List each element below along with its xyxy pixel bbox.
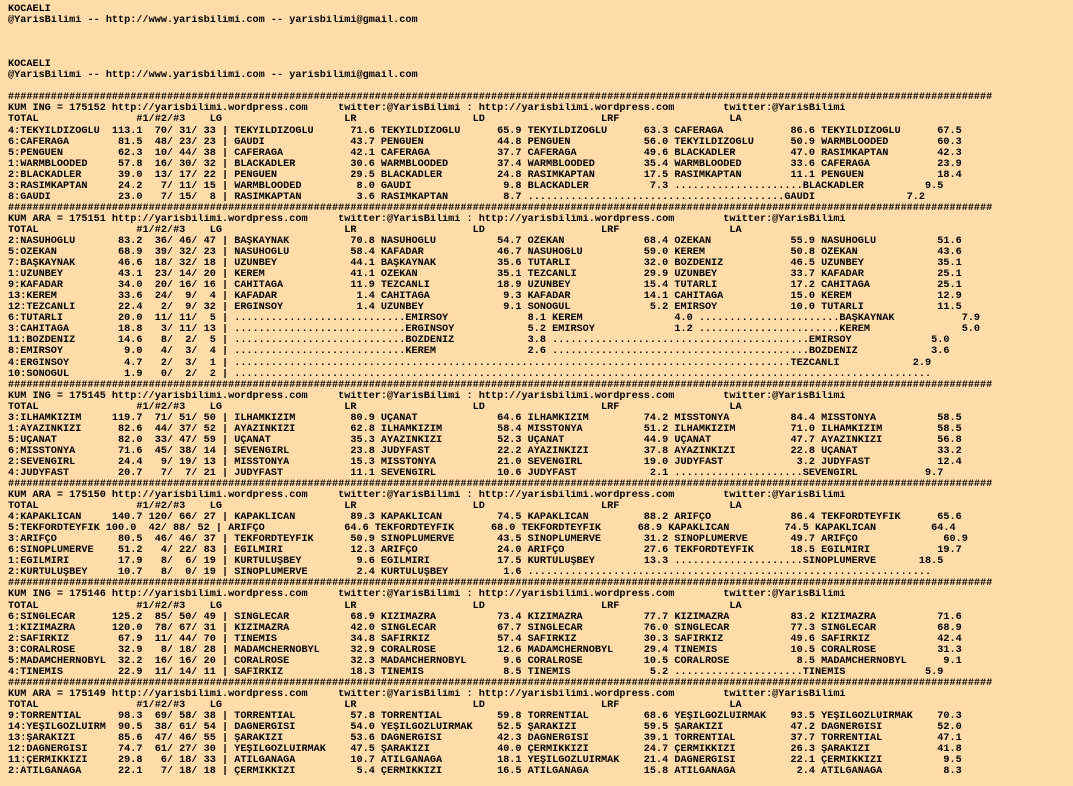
column-header-line: TOTAL #1/#2/#3 LG LR LD LRF LA: [8, 501, 742, 513]
column-header-line: TOTAL #1/#2/#3 LG LR LD LRF LA: [8, 600, 742, 612]
result-row: 4:ERGİNSOY 4.7 2/ 3/ 1 | ...........................................................................................TEZCANLI 2.9: [8, 357, 932, 369]
result-row: 2:BLACKADLER 39.0 13/ 17/ 22 | PENGUEN 29.5 BLACKADLER 24.8 RASİMKAPTAN 17.5 RASİMKAPTAN 11.1 PENGUEN 18.4: [8, 169, 962, 181]
result-row: 6:MISSTONYA 71.6 45/ 38/ 14 | SEVENGIRL 23.8 JUDYFAST 22.2 AYAZINKIZI 37.8 AYAZINKIZI 22.8 UÇANAT 33.2: [8, 445, 962, 457]
blank-line: [8, 81, 992, 92]
result-row: 3:RASİMKAPTAN 24.2 7/ 11/ 15 | WARMBLOODED 8.0 GAUDİ 9.8 BLACKADLER 7.3 .....................BLACKADLER 9.5: [8, 180, 944, 192]
result-row: 11:ÇERMİKKIZI 29.8 6/ 18/ 33 | ATİLGANAĞA 10.7 ATİLGANAĞA 18.1 YEŞİLGÖZLÜIRMAK 21.4 DAĞNERGİSİ 22.1 ÇERMİKKIZI 9.5: [8, 755, 962, 767]
result-row: 12:DAĞNERGİSİ 74.7 61/ 27/ 30 | YEŞİLGÖZLÜIRMAK 47.5 ŞARAKIZI 40.0 ÇERMİKKIZI 24.7 ÇERMİKKIZI 26.3 ŞARAKIZI 41.8: [8, 744, 962, 756]
blank-line: [8, 48, 992, 59]
result-row: 9:KAFADAR 34.0 20/ 16/ 16 | CAHİTAĞA 11.9 TEZCANLI 18.9 UZUNBEY 15.4 TUTARLI 17.2 CAHİTAĞA 25.1: [8, 280, 962, 292]
result-row: 2:NASUHOĞLU 83.2 36/ 46/ 47 | BAŞKAYNAK 70.8 NASUHOĞLU 54.7 ÖZEKAN 68.4 ÖZEKAN 55.9 NASUHOĞLU 51.6: [8, 235, 962, 247]
result-row: 2:SEVENGIRL 24.4 9/ 19/ 13 | MISSTONYA 15.3 MISSTONYA 21.0 SEVENGIRL 19.0 JUDYFAST 3.2 JUDYFAST 12.4: [8, 456, 962, 468]
result-row: 1:KIZIMAZRA 120.0 78/ 67/ 31 | KIZIMAZRA 42.0 SINGLECAR 67.7 SINGLECAR 76.0 SINGLECAR 77.3 SINGLECAR 68.9: [8, 622, 962, 634]
result-row: 2:KURTULUŞBEY 10.7 8/ 0/ 19 | SİNOPLUMERVE 2.4 KURTULUŞBEY 1.6 ..................................................................: [8, 567, 932, 579]
race-header-line: KUM ARA = 175151 http://yarisbilimi.wordpress.com twitter:@YarisBilimi : http://yarisbilimi.wordpress.com twitter:@YarisBilimi: [8, 213, 846, 225]
result-row: 3:ARİFÇO 80.5 46/ 46/ 37 | TEKFORDTEYFİK 50.9 SİNOPLUMERVE 43.5 SİNOPLUMERVE 31.2 SİNOPLUMERVE 49.7 ARİFÇO 60.9: [8, 534, 968, 546]
race-header-line: KUM ARA = 175150 http://yarisbilimi.wordpress.com twitter:@YarisBilimi : http://yarisbilimi.wordpress.com twitter:@YarisBilimi: [8, 490, 846, 502]
result-row: 3:CORALROSE 32.9 8/ 18/ 28 | MADAMCHERNOBYL 32.9 CORALROSE 12.6 MADAMCHERNOBYL 29.4 TİNEMİS 10.5 CORALROSE 31.3: [8, 644, 962, 656]
result-row: 14:YEŞİLGÖZLÜIRM 90.5 38/ 61/ 54 | DAĞNERGİSİ 54.0 YEŞİLGÖZLÜIRMAK 52.5 ŞARAKIZI 59.5 ŞARAKIZI 47.2 DAĞNERGİSİ 52.0: [8, 722, 962, 734]
result-row: 6:CAFERAĞA 81.5 48/ 23/ 23 | GAUDİ 43.7 PENGUEN 44.8 PENGUEN 56.0 TEKYILDIZOĞLU 50.9 WARMBLOODED 60.3: [8, 136, 962, 148]
separator-line: #################################################################################################################################################################: [8, 578, 993, 590]
text-line: KOCAELI: [8, 59, 51, 71]
result-row: 12:TEZCANLI 22.4 2/ 9/ 32 | ERGİNSOY 1.4 UZUNBEY 9.1 SONOGUL 5.2 EMİRSOY 10.0 TUTARLI 11.5: [8, 302, 962, 314]
result-row: 1:WARMBLOODED 57.8 16/ 30/ 32 | BLACKADLER 30.6 WARMBLOODED 37.4 WARMBLOODED 35.4 WARMBLOODED 33.6 CAFERAĞA 23.9: [8, 158, 962, 170]
result-row: 9:TORRENTIAL 98.3 69/ 58/ 38 | TORRENTIAL 57.8 TORRENTIAL 59.8 TORRENTIAL 68.6 YEŞİLGÖZLÜIRMAK 93.5 YEŞİLGÖZLÜIRMAK 70.3: [8, 711, 962, 722]
text-line: @YarisBilimi -- http://www.yarisbilimi.com -- yarisbilimi@gmail.com: [8, 70, 418, 82]
result-row: 5:ÖZEKAN 68.9 39/ 32/ 23 | NASUHOĞLU 58.4 KAFADAR 46.7 NASUHOĞLU 59.0 KEREM 50.8 ÖZEKAN 43.6: [8, 247, 962, 259]
text-line: KOCAELI: [8, 4, 51, 15]
result-row: 5:MADAMCHERNOBYL 32.2 16/ 16/ 20 | CORALROSE 32.3 MADAMCHERNOBYL 9.6 CORALROSE 10.5 CORALROSE 8.5 MADAMCHERNOBYL 9.1: [8, 655, 962, 667]
result-row: 1:EĞİLMİRİ 17.9 8/ 6/ 19 | KURTULUŞBEY 9.6 EĞİLMİRİ 17.5 KURTULUŞBEY 13.3 .....................SİNOPLUMERVE 18.5: [8, 556, 944, 568]
separator-line: #################################################################################################################################################################: [8, 379, 993, 391]
result-row: 5:UÇANAT 82.0 33/ 47/ 59 | UÇANAT 35.3 AYAZINKIZI 52.3 UÇANAT 44.9 UÇANAT 47.7 AYAZINKIZI 56.8: [8, 434, 962, 446]
blank-line: [8, 37, 992, 48]
result-row: 1:UZUNBEY 43.1 23/ 14/ 20 | KEREM 41.1 ÖZEKAN 35.1 TEZCANLI 29.9 UZUNBEY 33.7 KAFADAR 25.1: [8, 269, 962, 281]
result-row: 6:SİNOPLUMERVE 51.2 4/ 22/ 83 | EĞİLMİRİ 12.3 ARİFÇO 24.0 ARİFÇO 27.6 TEKFORDTEYFİK 18.5 EĞİLMİRİ 19.7: [8, 545, 962, 557]
result-row: 4:JUDYFAST 20.7 7/ 7/ 21 | JUDYFAST 11.1 SEVENGIRL 10.6 JUDYFAST 2.1 .....................SEVENGIRL 9.7: [8, 467, 944, 479]
result-row: 2:SAFİRKIZ 67.9 11/ 44/ 70 | TİNEMİS 34.8 SAFİRKIZ 57.4 SAFİRKIZ 30.3 SAFİRKIZ 49.6 SAFİRKIZ 42.4: [8, 633, 962, 645]
separator-line: #################################################################################################################################################################: [8, 92, 993, 104]
result-row: 8:EMİRSOY 9.0 4/ 3/ 4 | ............................KEREM 2.6 ..........................................BOZDENİZ 3.6: [8, 346, 950, 358]
separator-line: #################################################################################################################################################################: [8, 677, 993, 689]
column-header-line: TOTAL #1/#2/#3 LG LR LD LRF LA: [8, 114, 742, 126]
result-row: 8:GAUDİ 23.0 7/ 15/ 8 | RASİMKAPTAN 3.6 RASİMKAPTAN 8.7 ..........................................GAUDİ 7.2: [8, 191, 926, 203]
result-row: 13:KEREM 33.6 24/ 9/ 4 | KAFADAR 1.4 CAHİTAĞA 9.3 KAFADAR 14.1 CAHİTAĞA 15.0 KEREM 12.9: [8, 291, 962, 303]
separator-line: #################################################################################################################################################################: [8, 479, 993, 491]
result-row: 1:AYAZINKIZI 82.6 44/ 37/ 52 | AYAZINKIZI 62.8 İLHAMKIZIM 58.4 MISSTONYA 51.2 İLHAMKIZIM 71.0 İLHAMKIZIM 58.5: [8, 423, 962, 435]
result-row: 10:SONOGUL 1.9 0/ 2/ 2 | ..................................................................................................................: [8, 368, 932, 380]
race-header-line: KUM ING = 175146 http://yarisbilimi.wordpress.com twitter:@YarisBilimi : http://yarisbilimi.wordpress.com twitter:@YarisBilimi: [8, 589, 846, 601]
race-results-document: [8, 4, 992, 777]
race-header-line: KUM ING = 175145 http://yarisbilimi.wordpress.com twitter:@YarisBilimi : http://yarisbilimi.wordpress.com twitter:@YarisBilimi: [8, 390, 846, 402]
result-row: 3:İLHAMKIZIM 119.7 71/ 51/ 50 | İLHAMKIZIM 80.9 UÇANAT 64.6 İLHAMKIZIM 74.2 MISSTONYA 84.4 MISSTONYA 58.5: [8, 412, 962, 424]
result-row: 5:TEKFORDTEYFİK 100.0 42/ 88/ 52 | ARİFÇO 64.6 TEKFORDTEYFİK 68.0 TEKFORDTEYFİK 68.9 KAPAKLICAN 74.5 KAPAKLICAN 64.4: [8, 523, 956, 535]
race-header-line: KUM ING = 175152 http://yarisbilimi.wordpress.com twitter:@YarisBilimi : http://yarisbilimi.wordpress.com twitter:@YarisBilimi: [8, 103, 846, 115]
result-row: 13:ŞARAKIZI 85.6 47/ 46/ 55 | ŞARAKIZI 53.6 DAĞNERGİSİ 42.3 DAĞNERGİSİ 39.1 TORRENTIAL 37.7 TORRENTIAL 47.1: [8, 733, 962, 745]
result-row: 6:SINGLECAR 125.2 85/ 50/ 49 | SINGLECAR 68.9 KIZIMAZRA 73.4 KIZIMAZRA 77.7 KIZIMAZRA 83.2 KIZIMAZRA 71.6: [8, 611, 962, 623]
column-header-line: TOTAL #1/#2/#3 LG LR LD LRF LA: [8, 224, 742, 236]
result-row: 11:BOZDENİZ 14.6 8/ 2/ 5 | ............................BOZDENİZ 3.8 ..........................................EMİRSOY 5.0: [8, 335, 950, 347]
result-row: 7:BAŞKAYNAK 46.6 18/ 32/ 18 | UZUNBEY 44.1 BAŞKAYNAK 35.6 TUTARLI 32.0 BOZDENİZ 46.5 UZUNBEY 35.1: [8, 258, 962, 270]
text-line: @YarisBilimi -- http://www.yarisbilimi.com -- yarisbilimi@gmail.com: [8, 15, 418, 27]
result-row: 4:TİNEMİS 22.9 11/ 14/ 11 | SAFİRKIZ 18.3 TİNEMİS 8.5 TİNEMİS 5.2 .....................TİNEMİS 5.9: [8, 666, 944, 678]
separator-line: #################################################################################################################################################################: [8, 202, 993, 214]
result-row: 4:KAPAKLICAN 140.7 120/ 66/ 27 | KAPAKLICAN 89.3 KAPAKLICAN 74.5 KAPAKLICAN 88.2 ARİFÇO 86.4 TEKFORDTEYFİK 65.6: [8, 512, 962, 524]
race-header-line: KUM ARA = 175149 http://yarisbilimi.wordpress.com twitter:@YarisBilimi : http://yarisbilimi.wordpress.com twitter:@YarisBilimi: [8, 688, 846, 700]
result-row: 6:TUTARLI 20.0 11/ 11/ 5 | ............................EMİRSOY 8.1 KEREM 4.0 .......................BAŞKAYNAK 7.9: [8, 313, 981, 325]
column-header-line: TOTAL #1/#2/#3 LG LR LD LRF LA: [8, 401, 742, 413]
result-row: 4:TEKYILDIZOĞLU 113.1 70/ 31/ 33 | TEKYILDIZOĞLU 71.6 TEKYILDIZOĞLU 65.9 TEKYILDIZOĞLU 63.3 CAFERAĞA 86.6 TEKYILDIZOĞLU 67.5: [8, 125, 962, 137]
column-header-line: TOTAL #1/#2/#3 LG LR LD LRF LA: [8, 699, 742, 711]
result-row: 3:CAHİTAĞA 18.8 3/ 11/ 13 | ............................ERGİNSOY 5.2 EMİRSOY 1.2 .......................KEREM 5.0: [8, 324, 981, 336]
blank-line: [8, 26, 992, 37]
result-row: 5:PENGUEN 62.3 10/ 44/ 38 | CAFERAĞA 42.1 CAFERAĞA 37.7 CAFERAĞA 49.6 BLACKADLER 47.0 RASİMKAPTAN 42.3: [8, 147, 962, 159]
result-row: 2:ATİLGANAĞA 22.1 7/ 18/ 18 | ÇERMİKKIZI 5.4 ÇERMİKKIZI 16.5 ATİLGANAĞA 15.8 ATİLGANAĞA 2.4 ATİLGANAĞA 8.3: [8, 766, 962, 778]
